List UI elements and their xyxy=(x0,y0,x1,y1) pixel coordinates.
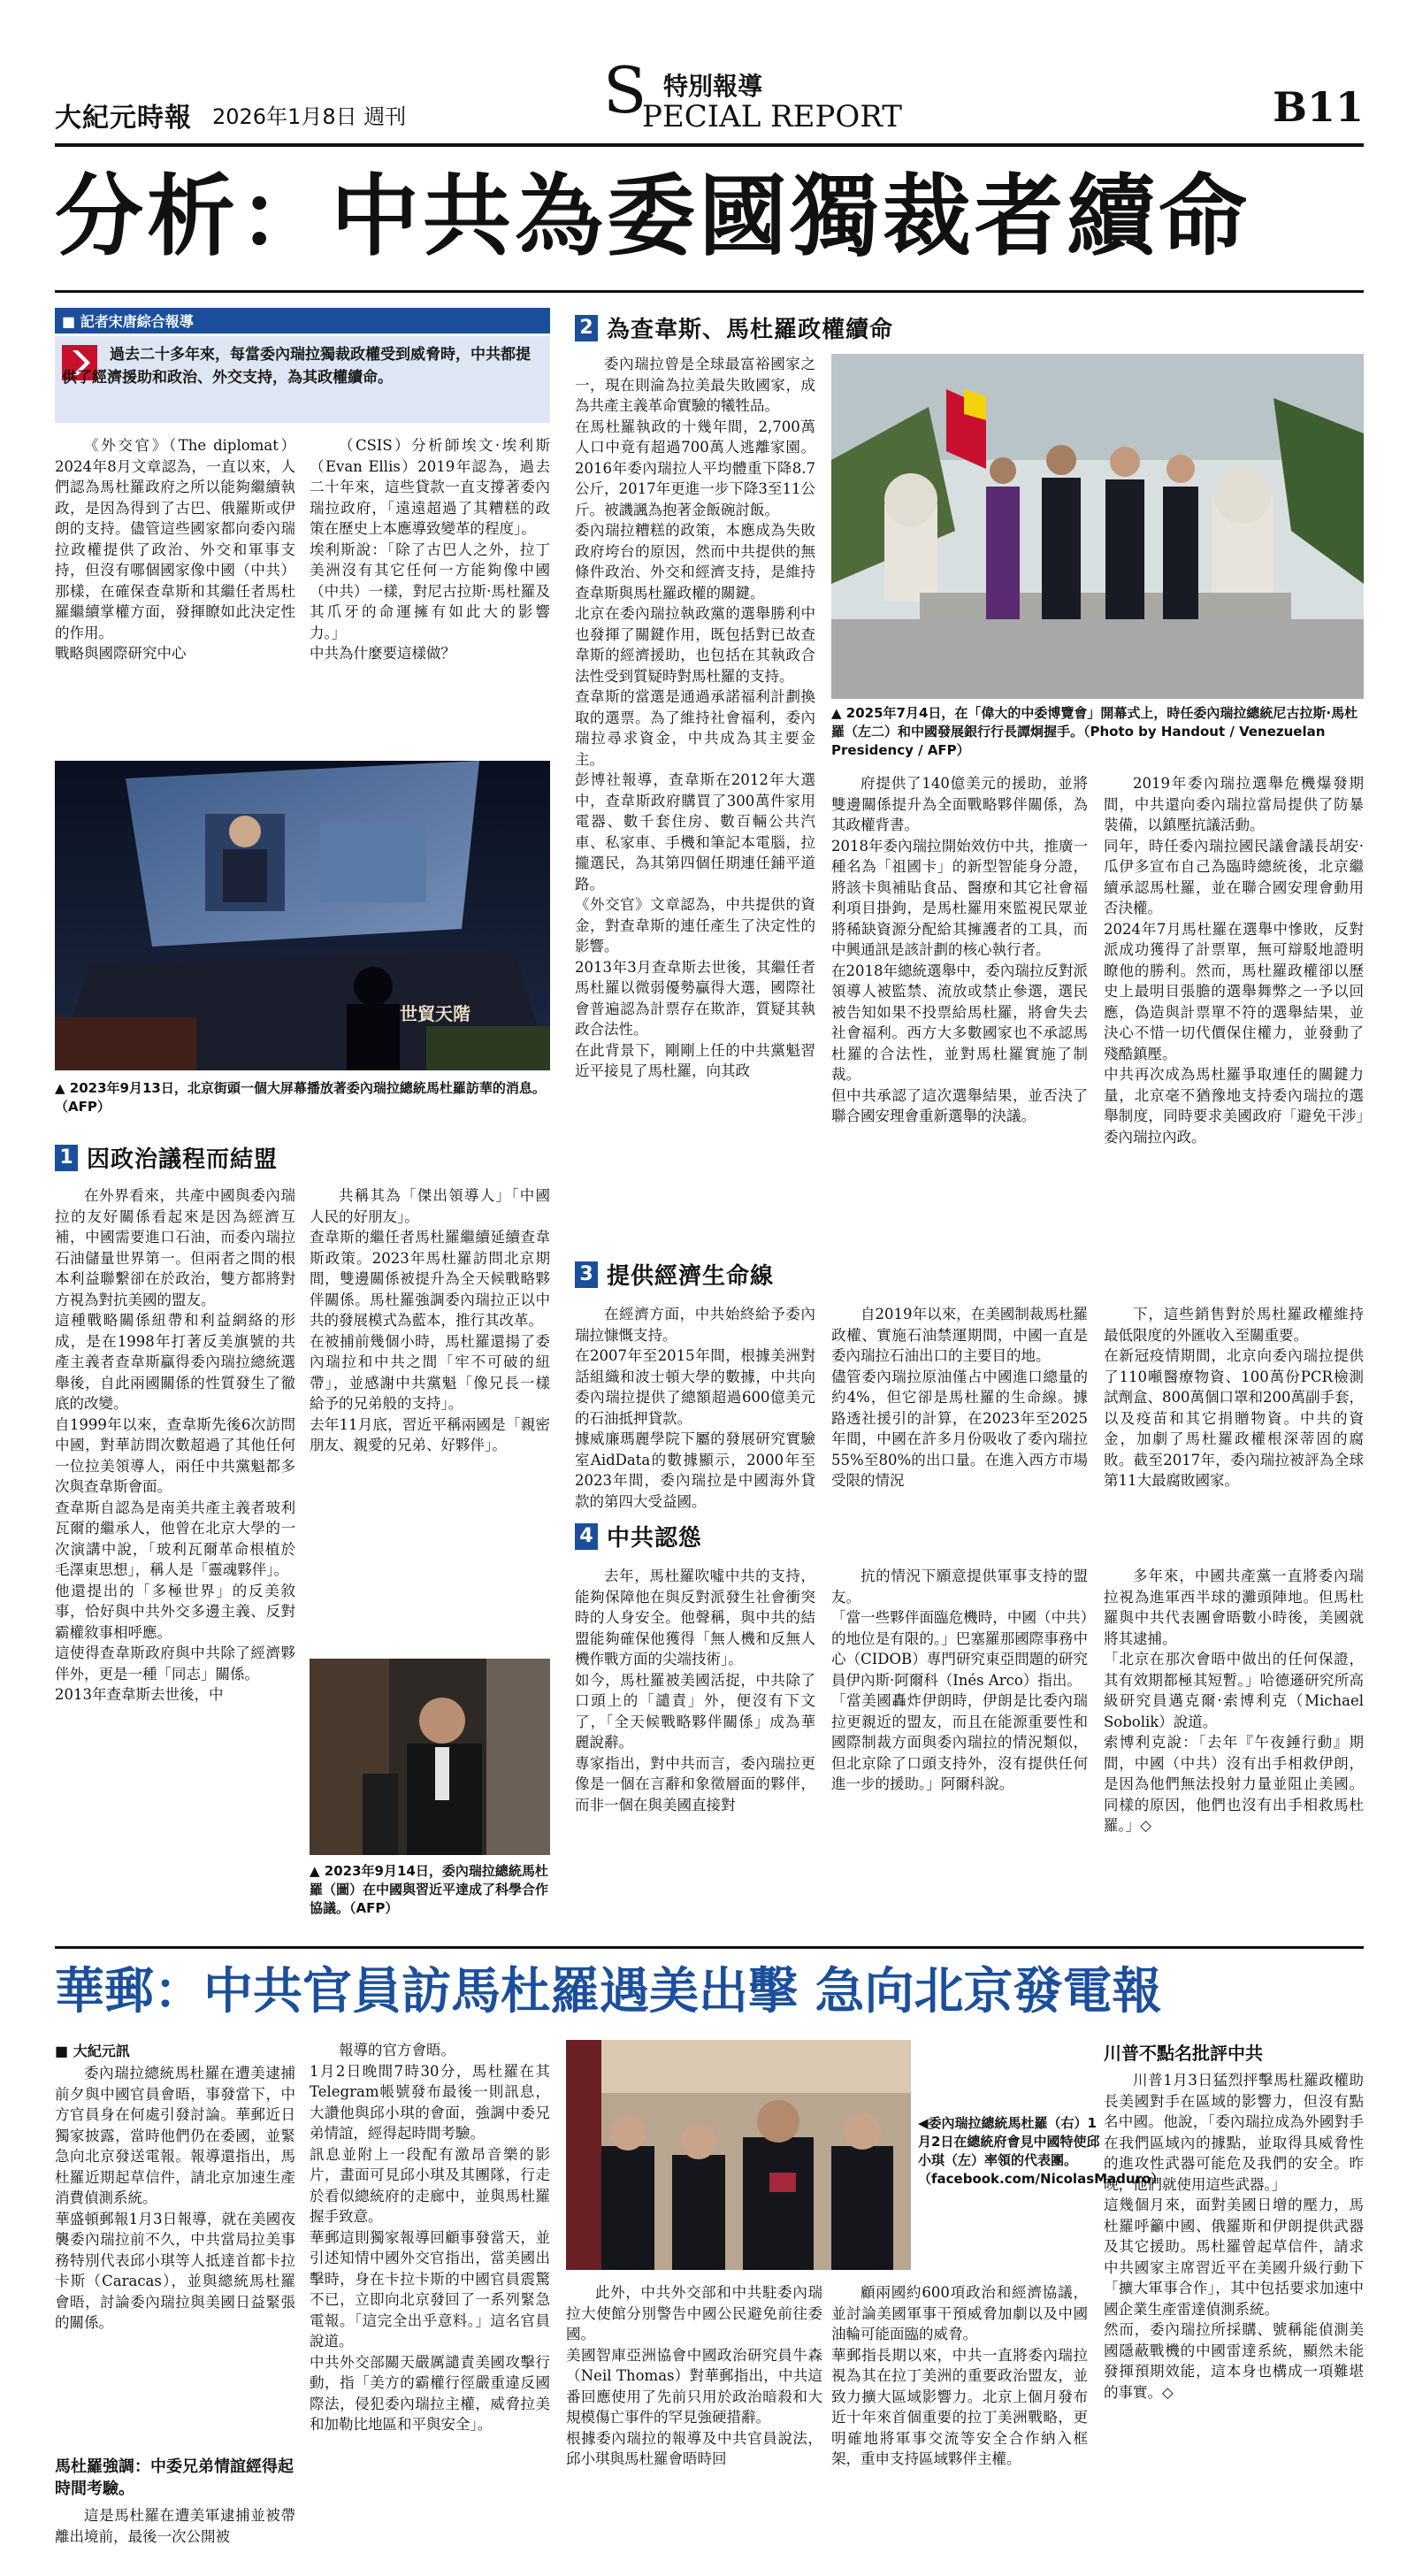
sign-text: 世貿天階 xyxy=(400,1003,470,1024)
lead-text: 過去二十多年來，每當委內瑞拉獨裁政權受到威脅時，中共都提供了經濟援助和政治、外交支持，為其政權續命。 xyxy=(62,346,531,387)
section-2-col-1: 委內瑞拉曾是全球最富裕國家之一，現在則淪為拉美最失敗國家，成為共產主義革命實驗的犧牲品。 在馬杜羅執政的十幾年間，2,700萬人口中竟有超過700萬人逃離家園。2016年委內瑞拉人平均體重下降8.7公斤，2017年更進一步下降3至11公斤。被譏諷為抱著金飯碗討飯。 委內瑞拉糟糕的政策，本應成為失敗政府垮台的原因，然而中共提供的無條件政治、外交和經濟支持，是維持查韋斯與馬杜羅政權的關鍵。 北京在委內瑞拉執政黨的選舉勝利中也發揮了關鍵作用，既包括對已故查韋斯的經濟援助，也包括在其執政合法性受到質疑時對馬杜羅的支持。 查韋斯的當選是通過承諾福利計劃換取的選票。為了維持社會福利，委內瑞拉尋求資金，中共成為其主要金主。 彭博社報導，查韋斯在2012年大選中，查韋斯政府購買了300萬件家用電器、數千套住房、數百輛公共汽車、私家車、手機和筆記本電腦，拉攏選民，為其第四個任期連任鋪平道路。 《外交官》文章認為，中共提供的資金，對查韋斯的連任產生了決定性的影響。 2013年3月查韋斯去世後，其繼任者馬杜羅以微弱優勢贏得大選，國際社會普遍認為計票存在欺詐，質疑其執政合法性。 在此背景下，剛剛上任的中共黨魁習近平接見了馬杜羅，向其政 xyxy=(575,356,815,1079)
story2-col-3: 此外，中共外交部和中共駐委內瑞拉大使館分別警告中國公民避免前往委國。 美國智庫亞洲協會中國政治研究員牛森（Neil Thomas）對華郵指出，中共這番回應使用了先前只用於政治暗殺和大規模傷亡事件的罕見強硬措辭。 根據委內瑞拉的報導及中共官員說法，邱小琪與馬杜羅會晤時回 xyxy=(566,2284,822,2467)
section-3-header xyxy=(575,1258,774,1291)
sidebar-text: 川普1月3日猛烈抨擊馬杜羅政權助長美國對手在區域的影響力，但沒有點名中國。他說，「委內瑞拉成為外國對手在我們區域內的據點，並取得具威脅性的進攻性武器可能危及我們的安全。昨晚，他們就使用這些武器。」 這幾個月來，面對美國日增的壓力，馬杜羅呼籲中國、俄羅斯和伊朗提供武器及其它援助。馬杜羅曾起草信件，請求中共國家主席習近平在美國升級行動下「擴大軍事合作」，其中包括要求加速中國企業生產雷達偵測系統。 然而，委內瑞拉所採購、號稱能偵測美國隱蔽戰機的中國雷達系統，顯然未能發揮預期效能，這本身也構成一項難堪的事實。◇ xyxy=(1104,2072,1364,2401)
lead-box xyxy=(55,336,550,423)
section-3-col-3: 下，這些銷售對於馬杜羅政權維持最低限度的外匯收入至關重要。 在新冠疫情期間，北京向委內瑞拉提供了110噸醫療物資、100萬份PCR檢測試劑盒、800萬個口罩和200萬副手套，以及疫苗和其它捐贈物資。中共的資金，加劇了馬杜羅政權根深蒂固的腐敗。截至2017年，委內瑞拉被評為全球第11大最腐敗國家。 xyxy=(1104,1306,1364,1489)
section-3-col-2: 自2019年以來，在美國制裁馬杜羅政權、實施石油禁運期間，中國一直是委內瑞拉石油出口的主要目的地。 儘管委內瑞拉原油僅占中國進口總量的約4%，但它卻是馬杜羅的生命線。據路透社援引的計算，在2023年至2025年間，中國在許多月份吸收了委內瑞拉55%至80%的出口量。在進入西方市場受限的情況 xyxy=(831,1306,1088,1489)
intro-col-1: 《外交官》（The diplomat）2024年8月文章認為，一直以來，人們認為馬杜羅政府之所以能夠繼續執政，是因為得到了古巴、俄羅斯或伊朗的支持。儘管這些國家都向委內瑞拉政權提供了政治、外交和軍事支持，但沒有哪個國家像中國（中共）那樣，在確保查韋斯和其繼任者馬杜羅繼續掌權方面，發揮瞭如此決定性的作用。 戰略與國際研究中心 xyxy=(55,437,295,662)
story2-col-1-after: 這是馬杜羅在遭美軍逮捕並被帶離出境前，最後一次公開被 xyxy=(55,2507,295,2545)
story2-photo-caption: ◀委內瑞拉總統馬杜羅（右）1月2日在總統府會見中國特使邱小琪（左）率領的代表團。（facebook.com/NicolasMaduro） xyxy=(918,2115,1165,2187)
photo-expo-handshake xyxy=(831,354,1364,699)
masthead-rule xyxy=(55,143,1364,147)
story2-col-4: 顧兩國約600項政治和經濟協議，並討論美國軍事干預威脅加劇以及中國油輪可能面臨的威脅。 華郵指長期以來，中共一直將委內瑞拉視為其在拉丁美洲的重要政治盟友，並致力擴大區域影響力。北京上個月發布近十年來首個重要的拉丁美洲戰略，更明確地將軍事交流等安全合作納入框架，重申支持區域夥伴主權。 xyxy=(831,2284,1088,2467)
section-1-title: 因政治議程而結盟 xyxy=(87,1146,279,1173)
section-2-col-3: 2019年委內瑞拉選舉危機爆發期間，中共還向委內瑞拉當局提供了防暴裝備，以鎮壓抗議活動。 同年，時任委內瑞拉國民議會議長胡安·瓜伊多宣布自己為臨時總統後，北京繼續承認馬杜羅，並在聯合國安理會動用否決權。 2024年7月馬杜羅在選舉中慘敗，反對派成功獲得了計票單，無可辯駁地證明瞭他的勝利。然而，馬杜羅政權卻以歷史上最明目張膽的選舉舞弊之一予以回應，偽造與計票單不符的選舉結果，並決心不惜一切代價保住權力，並發動了殘酷鎮壓。 中共再次成為馬杜羅爭取連任的關鍵力量，北京毫不猶豫地支持委內瑞拉的選舉制度，同時要求美國政府「避免干涉」委內瑞拉內政。 xyxy=(1104,775,1364,1146)
photo3-caption: ▲ 2025年7月4日，在「偉大的中委博覽會」開幕式上，時任委內瑞拉總統尼古拉斯·馬杜羅（左二）和中國發展銀行行長譚炯握手。（Photo by Handout / Venezuelan Presidency / AFP） xyxy=(831,705,1358,758)
masthead xyxy=(55,53,1364,142)
story2-top-rule xyxy=(55,1946,1364,1949)
section-1-col-1: 在外界看來，共產中國與委內瑞拉的友好關係看起來是因為經濟互補，中國需要進口石油，而委內瑞拉石油儲量世界第一。但兩者之間的根本利益聯繫卻在於政治，雙方都將對方視為對抗美國的盟友。 這種戰略關係紐帶和利益網絡的形成，是在1998年打著反美旗號的共產主義者查韋斯贏得委內瑞拉總統選舉後，自此兩國關係的性質發生了徹底的改變。 自1999年以來，查韋斯先後6次訪問中國，對華訪問次數超過了其他任何一位拉美領導人，兩任中共黨魁都多次與查韋斯會面。 查韋斯自認為是南美共產主義者玻利瓦爾的繼承人，他曾在北京大學的一次演講中說，「玻利瓦爾革命根植於毛澤東思想」，稱人是「靈魂夥伴」。 他還提出的「多極世界」的反美敘事，恰好與中共外交多邊主義、反對霸權敘事相呼應。 這使得查韋斯政府與中共除了經濟夥伴外，更是一種「同志」關係。 2013年查韋斯去世後，中 xyxy=(55,1187,295,1703)
section-title-en: PECIAL REPORT xyxy=(642,99,902,134)
story2-subhead: 馬杜羅強調：中委兄弟情誼經得起時間考驗。 xyxy=(55,2457,294,2498)
section-4-header xyxy=(575,1520,702,1552)
paper-name: 大紀元時報 xyxy=(55,103,192,134)
story2-headline: 華郵：中共官員訪馬杜羅遇美出擊 急向北京發電報 xyxy=(55,1963,1162,2020)
story2-byline: ■ 大紀元訊 xyxy=(55,2043,130,2059)
section-title-cn: 特別報導 xyxy=(663,72,763,101)
section-4-number: 4 xyxy=(575,1523,598,1550)
photo-maduro-beijing xyxy=(310,1659,550,1855)
photo2-caption: ▲ 2023年9月14日，委內瑞拉總統馬杜羅（圖）在中國與習近平達成了科學合作協議。（AFP） xyxy=(310,1863,549,1916)
section-4-title: 中共認慫 xyxy=(607,1525,703,1552)
headline-rule xyxy=(55,290,1364,293)
section-4-col-2: 抗的情況下願意提供軍事支持的盟友。 「當一些夥伴面臨危機時，中國（中共）的地位是有限的。」巴塞羅那國際事務中心（CIDOB）專門研究東亞問題的研究員伊內斯·阿爾科（Inés Arco）指出。 「當美國轟炸伊朗時，伊朗是比委內瑞拉更親近的盟友，而且在能源重要性和國際制裁方面與委內瑞拉的情況類似，但北京除了口頭支持外，沒有提供任何進一步的援助。」阿爾科說。 xyxy=(831,1568,1088,1792)
photo-maduro-envoy xyxy=(566,2040,911,2270)
story2-col-1: 委內瑞拉總統馬杜羅在遭美逮捕前夕與中國官員會晤，事發當下，中方官員身在何處引發討論。華郵近日獨家披露，當時他們仍在委國，並緊急向北京發送電報。報導還指出，馬杜羅近期起草信件，請北京加速生產消費偵測系統。 華盛頓郵報1月3日報導，就在美國夜襲委內瑞拉前不久，中共當局拉美事務特別代表邱小琪等人抵達首都卡拉卡斯（Caracas），並與總統馬杜羅會晤，討論委內瑞拉與美國日益緊張的關係。 xyxy=(55,2065,295,2331)
section-1-col-2: 共稱其為「傑出領導人」「中國人民的好朋友」。 查韋斯的繼任者馬杜羅繼續延續查韋斯政策。2023年馬杜羅訪問北京期間，雙邊關係被提升為全天候戰略夥伴關係。馬杜羅強調委內瑞拉正以中共的發展模式為藍本，推行其改革。 在被捕前幾個小時，馬杜羅還揚了委內瑞拉和中共之間「牢不可破的紐帶」，並感謝中共黨魁「像兄長一樣給予的兄弟般的支持」。 去年11月底，習近平稱兩國是「親密朋友、親愛的兄弟、好夥伴」。 xyxy=(310,1187,550,1453)
section-2-header xyxy=(575,311,893,344)
section-2-col-2: 府提供了140億美元的援助，並將雙邊關係提升為全面戰略夥伴關係，為其政權背書。 2018年委內瑞拉開始效仿中共，推廣一種名為「祖國卡」的新型智能身分證，將該卡與補貼食品、醫療和其它社會福利項目掛鉤，是馬杜羅用來監視民眾並將稀缺資源分配給其擁護者的工具，而中興通訊是該計劃的核心執行者。 在2018年總統選舉中，委內瑞拉反對派領導人被監禁、流放或禁止參選，選民被告知如果不投票給馬杜羅，將會失去社會福利。西方大多數國家也不承認馬杜羅的合法性，並對馬杜羅實施了制裁。 但中共承認了這次選舉結果，並否決了聯合國安理會重新選舉的決議。 xyxy=(831,775,1088,1124)
section-2-title: 為查韋斯、馬杜羅政權續命 xyxy=(607,317,894,343)
headline: 分析：中共為委國獨裁者續命 xyxy=(55,165,1251,268)
issue-date: 2026年1月8日 週刊 xyxy=(212,104,407,129)
sidebar-box xyxy=(1104,2040,1364,2549)
photo-beijing-screen xyxy=(55,761,550,1070)
section-1-number: 1 xyxy=(55,1145,78,1171)
section-3-title: 提供經濟生命線 xyxy=(607,1263,775,1290)
section-4-col-3: 多年來，中國共產黨一直將委內瑞拉視為進軍西半球的灘頭陣地。但馬杜羅與中共代表團會晤數小時後，美國就將其逮捕。 「北京在那次會晤中做出的任何保證，其有效期都極其短暫。」哈德遜研究所高級研究員邁克爾·索博利克（Michael Sobolik）說道。 索博利克說：「去年『午夜錘行動』期間，中國（中共）沒有出手相救伊朗，是因為他們無法投射力量並阻止美國。同樣的原因，他們也沒有出手相救馬杜羅。」◇ xyxy=(1104,1568,1364,1834)
sidebar-title: 川普不點名批評中共 xyxy=(1104,2043,1263,2064)
intro-col-2: （CSIS）分析師埃文·埃利斯（Evan Ellis）2019年認為，過去二十年來，這些貸款一直支撐著委內瑞拉政府，「遠遠超過了其糟糕的政策在歷史上本應導致變革的程度」。 埃利斯說：「除了古巴人之外，拉丁美洲沒有其它任何一方能夠像中國（中共）一樣，對尼古拉斯·馬杜羅及其爪牙的命運擁有如此大的影響力。」 中共為什麼要這樣做？ xyxy=(310,437,550,662)
page-number: B11 xyxy=(1273,83,1364,131)
section-2-number: 2 xyxy=(575,315,598,341)
section-1-header xyxy=(55,1141,278,1174)
section-initial: S xyxy=(603,53,647,127)
section-3-number: 3 xyxy=(575,1261,598,1288)
photo1-caption: ▲ 2023年9月13日，北京街頭一個大屏幕播放著委內瑞拉總統馬杜羅訪華的消息。（AFP） xyxy=(55,1080,546,1115)
section-3-col-1: 在經濟方面，中共始終給予委內瑞拉慷慨支持。 在2007年至2015年間，根據美洲對話組織和波士頓大學的數據，中共向委內瑞拉提供了總額超過600億美元的石油抵押貸款。 據威廉瑪麗學院下屬的發展研究實驗室AidData的數據顯示，2000年至2023年間，委內瑞拉是中國海外貸款的第四大受益國。 xyxy=(575,1306,815,1510)
story2-col-2: 報導的官方會晤。 1月2日晚間7時30分，馬杜羅在其Telegram帳號發布最後一則訊息，大讚他與邱小琪的會面，強調中委兄弟情誼，經得起時間考驗。 訊息並附上一段配有激昂音樂的影片，畫面可見邱小琪及其團隊，行走於看似總統府的走廊中，並與馬杜羅握手致意。 華郵這則獨家報導回顧事發當天，並引述知情中國外交官指出，當美國出擊時，身在卡拉卡斯的中國官員震驚不已，立即向北京發回了一系列緊急電報。「這完全出乎意料。」這名官員說道。 中共外交部關天嚴厲譴責美國攻擊行動，指「美方的霸權行徑嚴重違反國際法，侵犯委內瑞拉主權，威脅拉美和加勒比地區和平與安全」。 xyxy=(310,2042,550,2433)
byline: ■ 記者宋唐綜合報導 xyxy=(55,308,550,334)
section-4-col-1: 去年，馬杜羅吹噓中共的支持，能夠保障他在與反對派發生社會衝突時的人身安全。他聲稱，與中共的結盟能夠確保他獲得「無人機和反無人機作戰方面的尖端技術」。 如今，馬杜羅被美國活捉，中共除了口頭上的「譴責」外，便沒有下文了，「全天候戰略夥伴關係」成為華麗說辭。 專家指出，對中共而言，委內瑞拉更像是一個在言辭和象徵層面的夥伴，而非一個在與美國直接對 xyxy=(575,1568,815,1813)
